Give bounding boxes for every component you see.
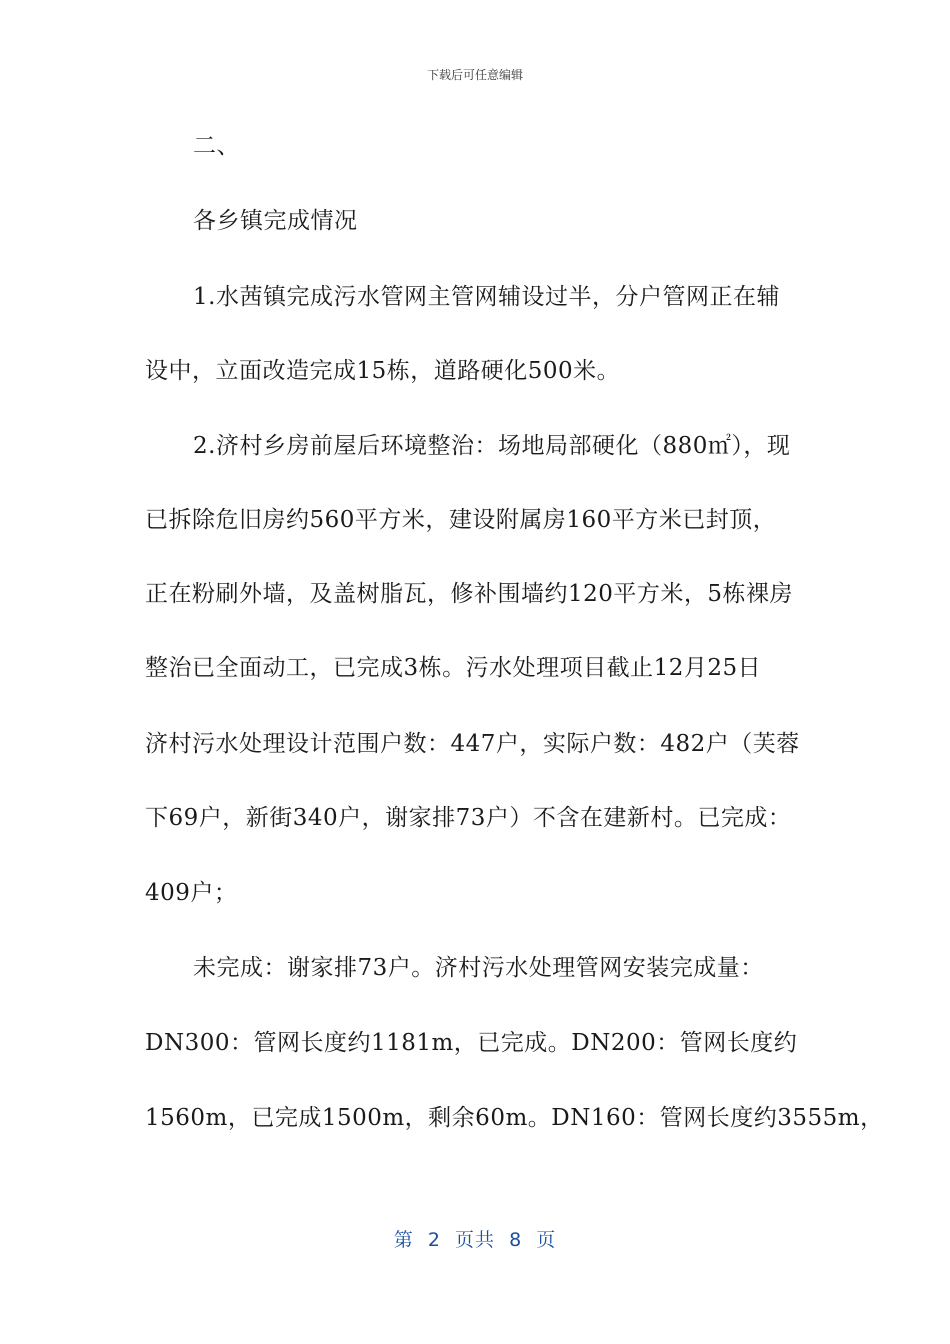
paragraph-line: 设中，立面改造完成15栋，道路硬化500米。 — [145, 358, 621, 384]
paragraph-line: 1.水茜镇完成污水管网主管网辅设过半，分户管网正在辅 — [193, 284, 780, 310]
page-footer — [0, 1225, 950, 1252]
page-number-label: 第 2 页共 8 页 — [393, 1229, 557, 1251]
paragraph-line: 已拆除危旧房约560平方米，建设附属房160平方米已封顶， — [145, 507, 777, 533]
paragraph-line: 1560m，已完成1500m，剩余60m。DN160：管网长度约3555m， — [145, 1105, 884, 1131]
section-heading-title: 各乡镇完成情况 — [193, 208, 358, 234]
paragraph-line: 济村污水处理设计范围户数：447户，实际户数：482户（芙蓉 — [145, 731, 800, 757]
page-header: 下载后可任意编辑 — [426, 68, 523, 82]
paragraph-line: 下69户，新街340户，谢家排73户）不含在建新村。已完成： — [145, 805, 792, 831]
paragraph-line: 409户； — [145, 880, 238, 906]
paragraph-line: 2.济村乡房前屋后环境整治：场地局部硬化（880㎡），现 — [193, 433, 791, 459]
paragraph-line: 整治已全面动工，已完成3栋。污水处理项目截止12月25日 — [145, 655, 762, 681]
paragraph-line: 未完成：谢家排73户。济村污水处理管网安装完成量： — [193, 955, 764, 981]
section-heading-number: 二、 — [193, 133, 240, 159]
paragraph-line: DN300：管网长度约1181m，已完成。DN200：管网长度约 — [145, 1030, 798, 1056]
paragraph-line: 正在粉刷外墙，及盖树脂瓦，修补围墙约120平方米，5栋裸房 — [145, 581, 794, 607]
